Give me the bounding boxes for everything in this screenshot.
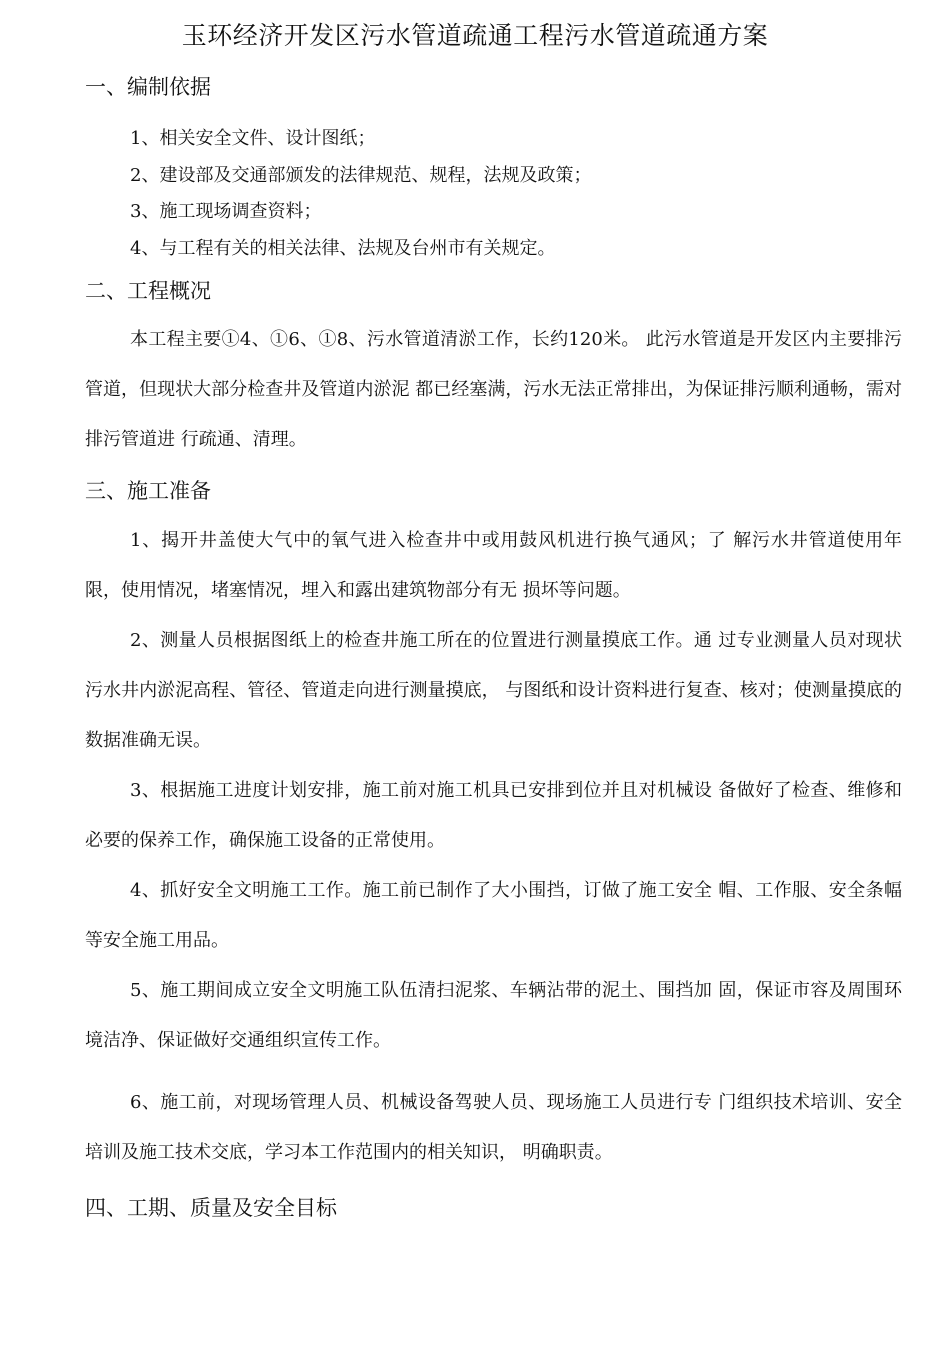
preparation-paragraph-6: 6、施工前，对现场管理人员、机械设备驾驶人员、现场施工人员进行专 门组织技术培训、安全培训及施工技术交底，学习本工作范围内的相关知识， 明确职责。 [85,1092,902,1163]
preparation-paragraph-5: 5、施工期间成立安全文明施工队伍清扫泥浆、车辆沾带的泥土、围挡加 固，保证市容及周围环境洁净、保证做好交通组织宣传工作。 [85,980,902,1051]
basis-item-3: 3、施工现场调查资料； [130,201,322,222]
basis-item-2: 2、建设部及交通部颁发的法律规范、规程，法规及政策； [130,165,592,186]
preparation-paragraph-4: 4、抓好安全文明施工工作。施工前已制作了大小围挡，订做了施工安全 帽、工作服、安全条幅等安全施工用品。 [85,880,902,951]
basis-item-4: 4、与工程有关的相关法律、法规及台州市有关规定。 [130,238,556,259]
basis-item-1: 1、相关安全文件、设计图纸； [130,128,376,149]
preparation-paragraph-1: 1、揭开井盖使大气中的氧气进入检查井中或用鼓风机进行换气通风；了 解污水井管道使用年限，使用情况，堵塞情况，埋入和露出建筑物部分有无 损坏等问题。 [85,530,902,601]
section-heading-preparation: 三、施工准备 [85,479,211,503]
preparation-paragraph-3: 3、根据施工进度计划安排，施工前对施工机具已安排到位并且对机械设 备做好了检查、维修和必要的保养工作，确保施工设备的正常使用。 [85,780,902,851]
section-heading-goals: 四、工期、质量及安全目标 [85,1196,337,1220]
document-title: 玉环经济开发区污水管道疏通工程污水管道疏通方案 [181,21,769,50]
preparation-paragraph-2: 2、测量人员根据图纸上的检查井施工所在的位置进行测量摸底工作。通 过专业测量人员对现状污水井内淤泥高程、管径、管道走向进行测量摸底， 与图纸和设计资料进行复查、核对；使测量摸底的数据准确无误。 [85,630,902,751]
section-heading-overview: 二、工程概况 [85,279,211,303]
section-heading-basis: 一、编制依据 [85,75,211,99]
overview-paragraph: 本工程主要①4、①6、①8、污水管道清淤工作，长约120米。 此污水管道是开发区内主要排污管道，但现状大部分检查井及管道内淤泥 都已经塞满，污水无法正常排出，为保证排污顺利通畅，需对排污管道进 行疏通、清理。 [85,329,902,450]
